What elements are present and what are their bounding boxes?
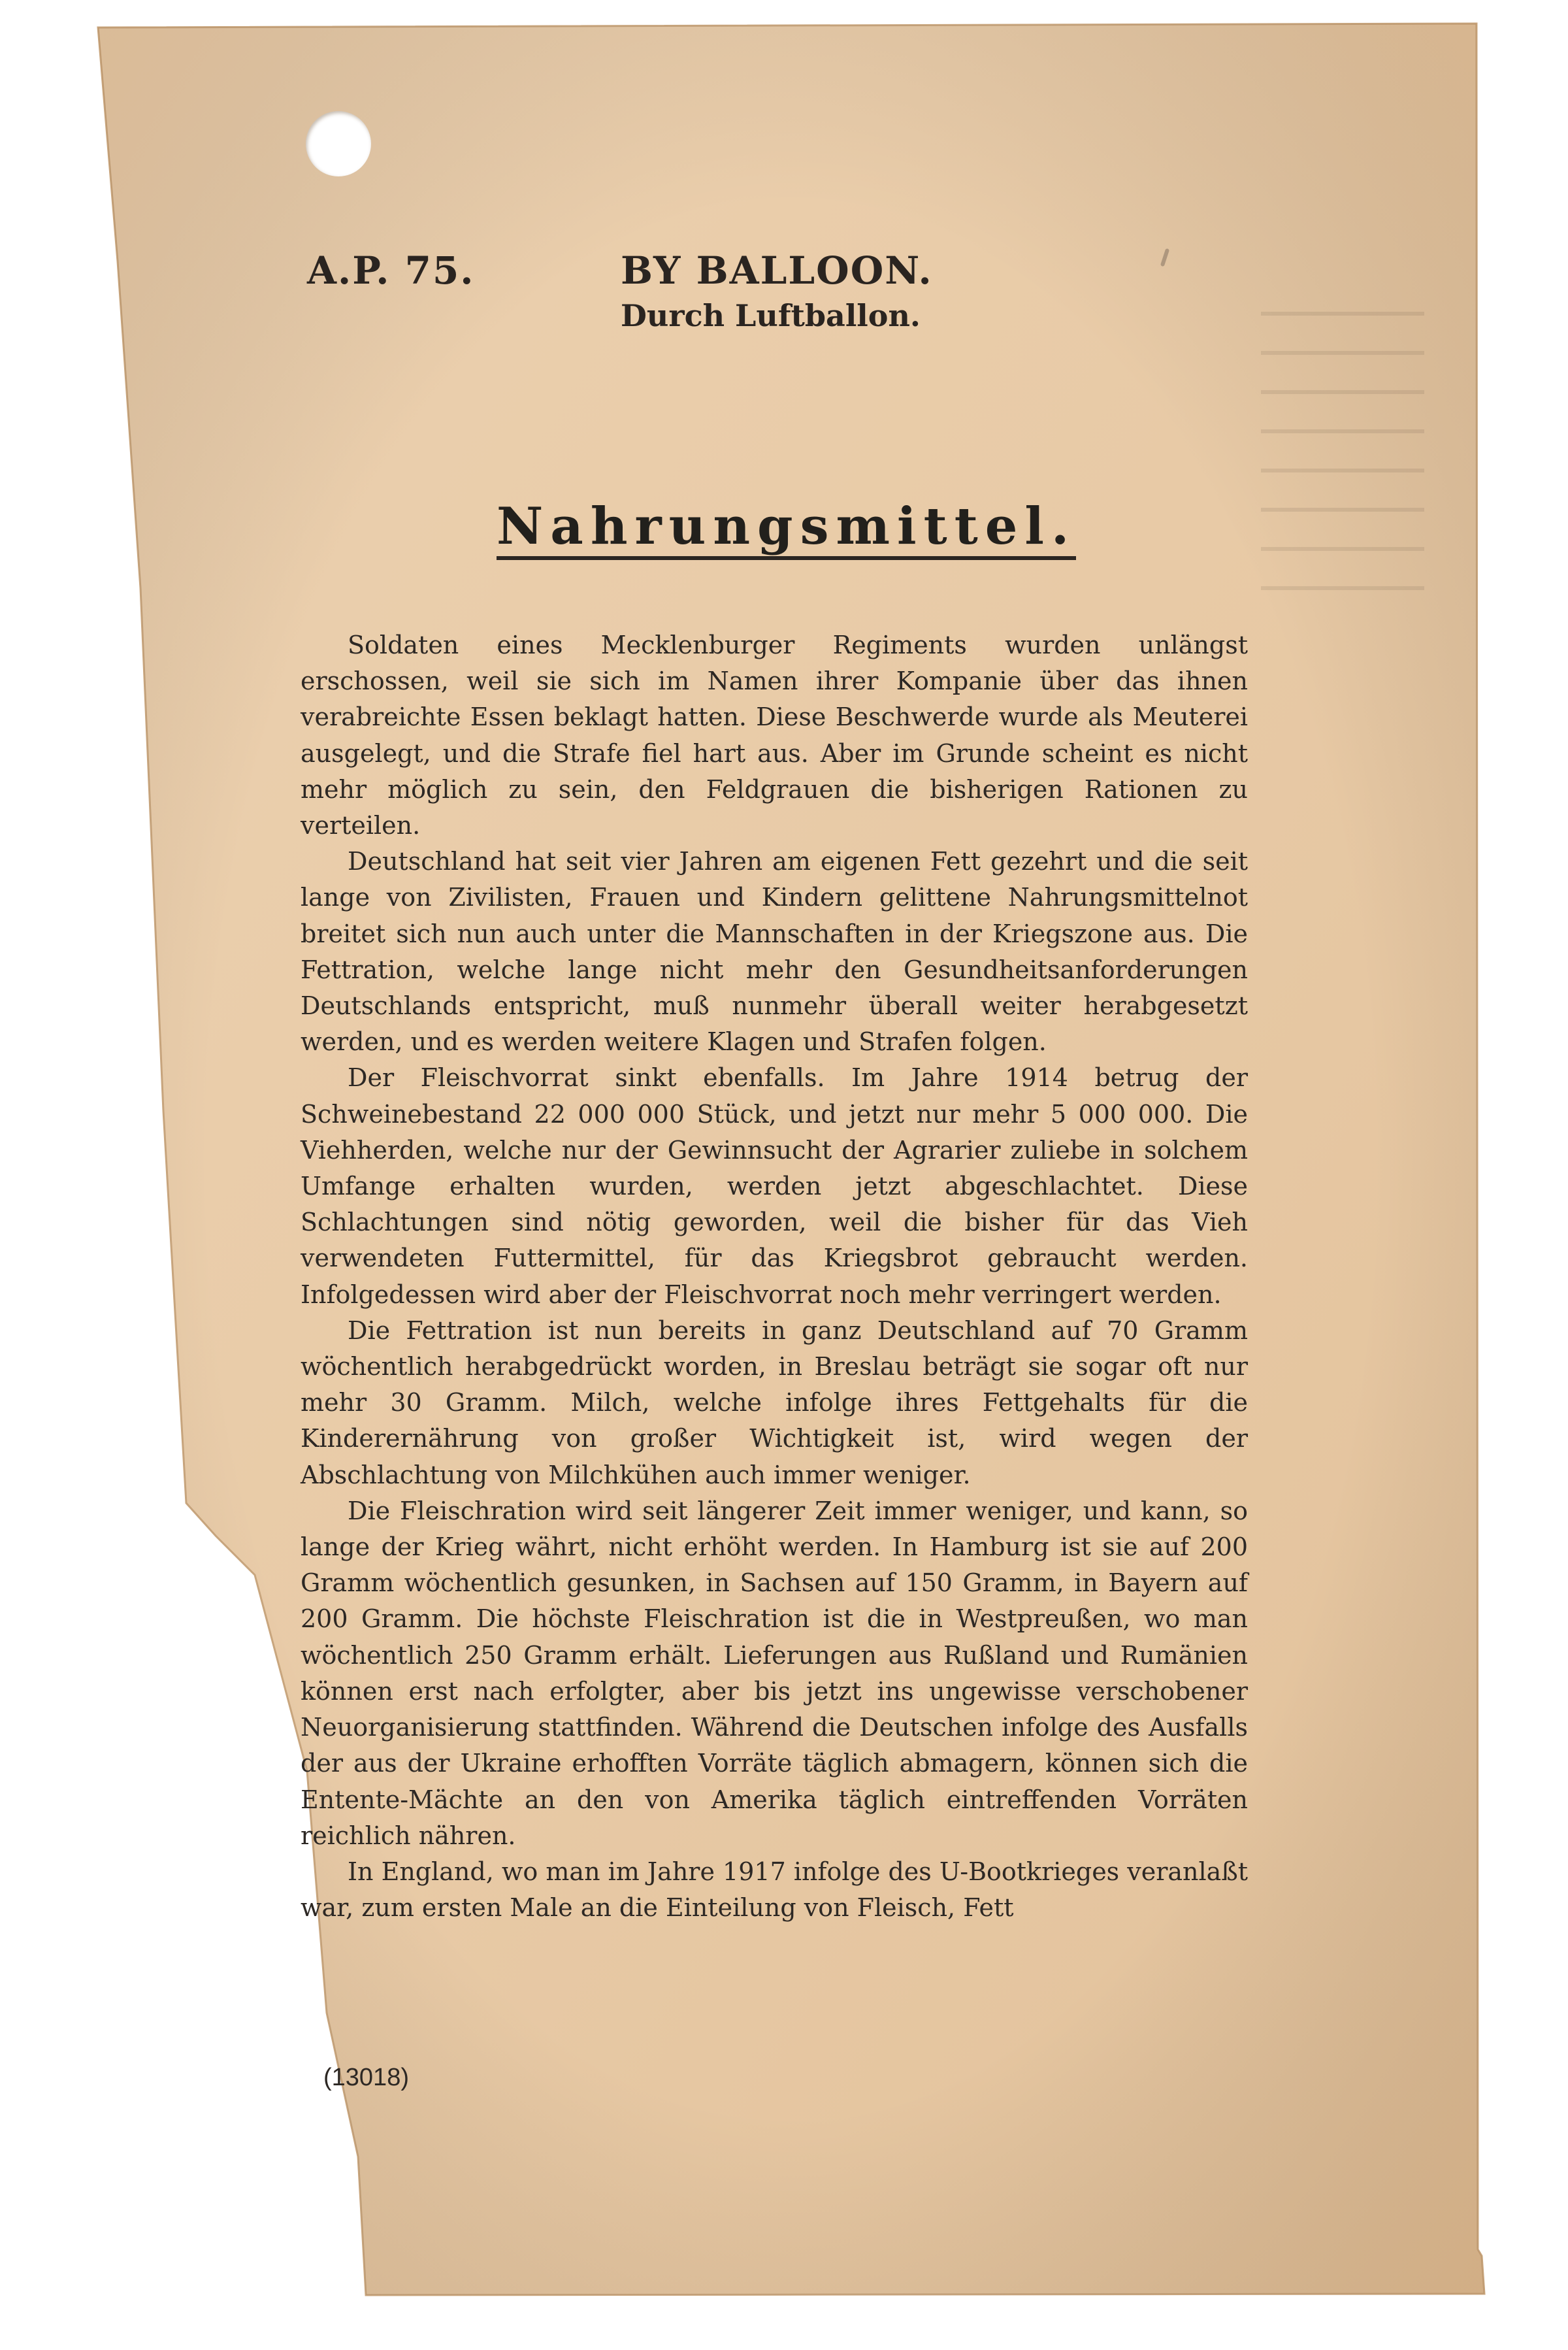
punch-hole [306, 111, 371, 176]
heading-english: BY BALLOON. [621, 248, 933, 293]
body-text [301, 627, 1248, 1926]
paragraph-5: Die Fleischration wird seit längerer Zeit immer weniger, und kann, so lange der Krieg währt, nicht erhöht werden. In Hamburg ist sie auf 200 Gramm wöchentlich gesunken, in Sachsen auf 150 Gramm, in Bayern auf 200 Gramm. Die höchste Fleischration ist die in Westpreußen, wo man wöchentlich 250 Gramm erhält. Lieferungen aus Rußland und Rumänien können erst nach erfolgter, aber bis jetzt ins ungewisse verschobener Neuorganisierung stattfinden. Während die Deutschen infolge des Ausfalls der aus der Ukraine erhofften Vorräte täglich abmagern, können sich die Entente-Mächte an den von Amerika täglich eintreffenden Vorräten reichlich nähren. [301, 1496, 1248, 1850]
print-code: (13018) [323, 2064, 409, 2091]
paragraph-6: In England, wo man im Jahre 1917 infolge des U-Bootkrieges veranlaßt war, zum ersten Male an die Einteilung von Fleisch, Fett [301, 1857, 1248, 1923]
paragraph-3: Der Fleischvorrat sinkt ebenfalls. Im Jahre 1914 betrug der Schweinebestand 22 000 000 Stück, und jetzt nur mehr 5 000 000. Die Viehherden, welche nur der Gewinnsucht der Agrarier zuliebe in solchem Umfange erhalten wurden, werden jetzt abgeschlachtet. Diese Schlachtungen sind nötig geworden, weil die bisher für das Vieh verwendeten Futtermittel, für das Kriegsbrot gebraucht werden. Infolgedessen wird aber der Fleischvorrat noch mehr verringert werden. [301, 1063, 1248, 1309]
document-title: Nahrungsmittel. [497, 500, 1076, 560]
paragraph-4: Die Fettration ist nun bereits in ganz Deutschland auf 70 Gramm wöchentlich herabgedrückt worden, in Breslau beträgt sie sogar oft nur mehr 30 Gramm. Milch, welche infolge ihres Fettgehalts für die Kinderernährung von großer Wichtigkeit ist, wird wegen der Abschlachtung von Milchkühen auch immer weniger. [301, 1316, 1248, 1489]
heading-german: Durch Luftballon. [621, 298, 921, 333]
paragraph-2: Deutschland hat seit vier Jahren am eigenen Fett gezehrt und die seit lange von Zivilisten, Frauen und Kindern gelittene Nahrungsmittelnot breitet sich nun auch unter die Mannschaften in der Kriegszone aus. Die Fettration, welche lange nicht mehr den Gesundheitsanforderungen Deutschlands entspricht, muß nunmehr überall weiter herabgesetzt werden, und es werden weitere Klagen und Strafen folgen. [301, 847, 1248, 1057]
paragraph-1: Soldaten eines Mecklenburger Regiments wurden unlängst erschossen, weil sie sich im Namen ihrer Kompanie über das ihnen verabreichte Essen beklagt hatten. Diese Beschwerde wurde als Meuterei ausgelegt, und die Strafe fiel hart aus. Aber im Grunde scheint es nicht mehr möglich zu sein, den Feldgrauen die bisherigen Rationen zu verteilen. [301, 631, 1248, 840]
ap-number: A.P. 75. [307, 248, 475, 293]
